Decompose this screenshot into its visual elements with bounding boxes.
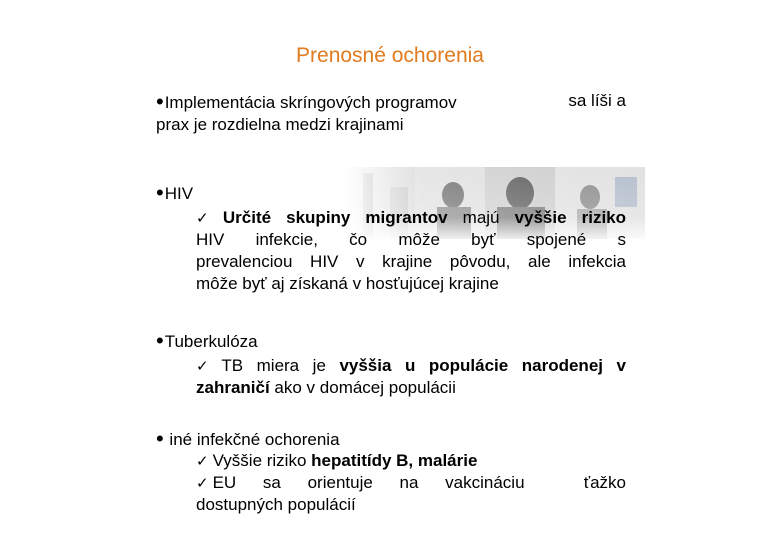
check-icon: ✓ (196, 357, 218, 375)
hiv-line-2: HIV infekcie, čo môže byť spojené s (196, 230, 626, 249)
check-icon: ✓ (196, 209, 219, 227)
impl-text-b: sa líši a (568, 91, 626, 110)
other-heading-text: iné infekčné ochorenia (164, 430, 340, 449)
hiv-item (196, 207, 626, 295)
bullet-icon: • (156, 328, 164, 353)
bullet-icon: • (156, 426, 164, 451)
impl-text-a: Implementácia skríngových programov (164, 93, 457, 112)
other-line-2: ✓ EU sa orientuje na vakcináciu ťažko (196, 473, 626, 492)
other-line-3: dostupných populácií (196, 495, 356, 514)
impl-text-line-2: prax je rozdielna medzi krajinami (156, 115, 404, 134)
check-icon: ✓ (196, 474, 209, 492)
page-title: Prenosné ochorenia (296, 44, 484, 67)
hiv-heading (156, 181, 193, 205)
check-icon: ✓ (196, 452, 209, 470)
other-line-1: ✓ Vyššie riziko hepatitídy B, malárie (196, 451, 478, 470)
hiv-heading-text: HIV (164, 184, 194, 203)
other-heading (156, 427, 340, 451)
tb-line-2: zahraničí ako v domácej populácii (196, 378, 456, 397)
hiv-line-1: ✓ Určité skupiny migrantov majú vyššie riziko (196, 208, 627, 227)
tb-heading-text: Tuberkulóza (164, 332, 258, 351)
bullet-icon: • (156, 180, 164, 205)
tb-heading (156, 329, 258, 353)
other-item (196, 450, 626, 516)
hiv-line-4: môže byť aj získaná v hosťujúcej krajine (196, 274, 499, 293)
hiv-line-3: prevalenciou HIV v krajine pôvodu, ale infekcia (196, 252, 626, 271)
impl-line-1 (156, 90, 626, 114)
tb-item (196, 355, 626, 399)
bullet-icon: • (156, 89, 164, 114)
tb-line-1: ✓ TB miera je vyššia u populácie narodenej v (196, 356, 626, 375)
